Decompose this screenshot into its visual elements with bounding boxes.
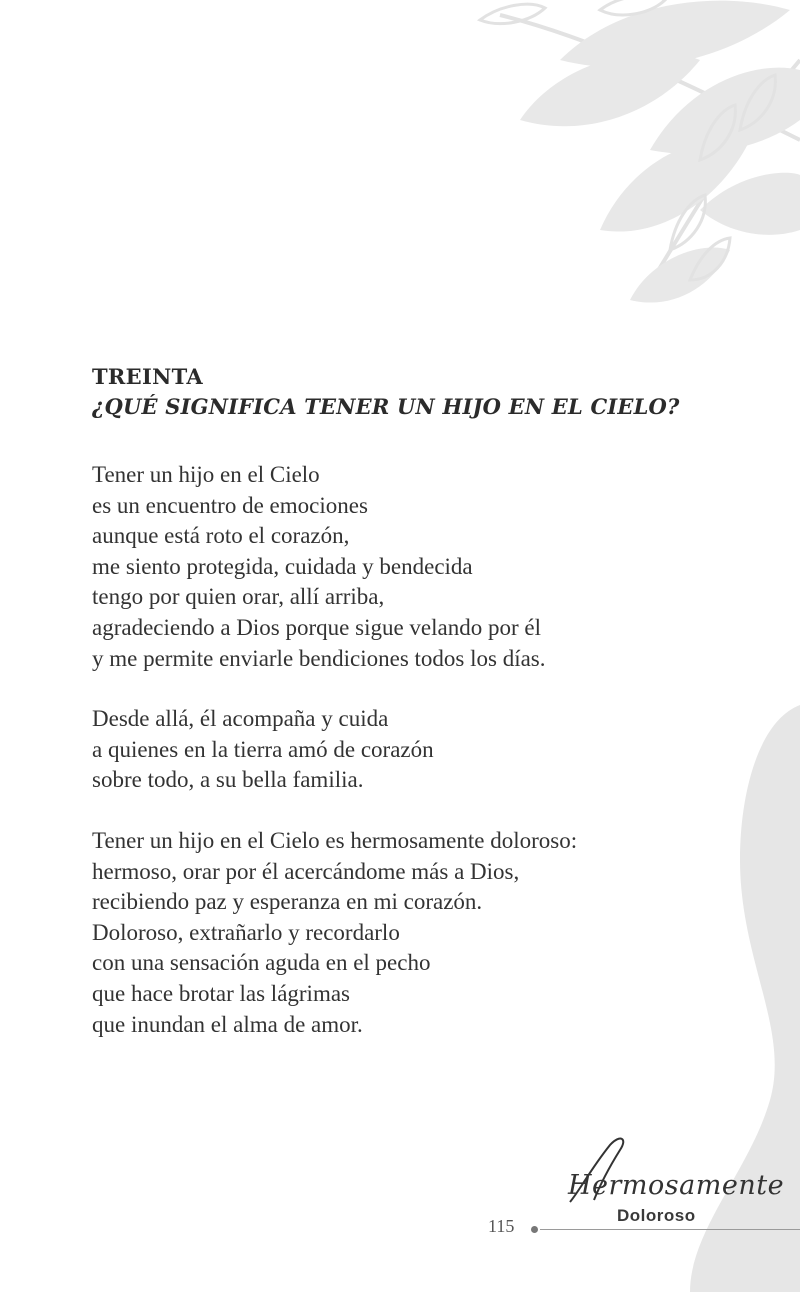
poem-line: a quienes en la tierra amó de corazón [92, 736, 434, 762]
stanza [92, 826, 732, 1040]
footer-divider [540, 1229, 800, 1230]
poem-line: Doloroso, extrañarlo y recordarlo [92, 919, 400, 945]
poem-line: sobre todo, a su bella familia. [92, 767, 364, 793]
stanza [92, 460, 732, 674]
poem-line: que inundan el alma de amor. [92, 1011, 363, 1037]
page-content [92, 362, 732, 1070]
poem-line: agradeciendo a Dios porque sigue velando por él [92, 614, 541, 640]
poem-line: Desde allá, él acompaña y cuida [92, 706, 389, 732]
poem-line: hermoso, orar por él acercándome más a Dios, [92, 858, 520, 884]
poem-line: aunque está roto el corazón, [92, 523, 350, 549]
leaf-branch-decoration [480, 0, 800, 303]
page-number: 115 [488, 1216, 515, 1236]
poem-line: me siento protegida, cuidada y bendecida [92, 553, 473, 579]
brand-logo-subtitle: Doloroso [617, 1206, 696, 1225]
poem-line: recibiendo paz y esperanza en mi corazón. [92, 889, 483, 915]
footer-dot [531, 1226, 538, 1233]
chapter-number: TREINTA [92, 364, 203, 389]
poem-line: Tener un hijo en el Cielo [92, 462, 320, 487]
poem-line: con una sensación aguda en el pecho [92, 950, 431, 976]
poem-line: es un encuentro de emociones [92, 492, 368, 518]
chapter-title: ¿QUÉ SIGNIFICA TENER UN HIJO EN EL CIELO? [92, 394, 680, 419]
brand-logo-script: Hermosamente [568, 1170, 785, 1201]
poem [92, 460, 732, 1040]
poem-line: que hace brotar las lágrimas [92, 980, 350, 1006]
poem-line: tengo por quien orar, allí arriba, [92, 584, 385, 610]
stanza [92, 704, 732, 796]
poem-line: y me permite enviarle bendiciones todos los días. [92, 645, 546, 671]
poem-line: Tener un hijo en el Cielo es hermosamente doloroso: [92, 827, 578, 853]
page-footer [0, 1130, 800, 1250]
